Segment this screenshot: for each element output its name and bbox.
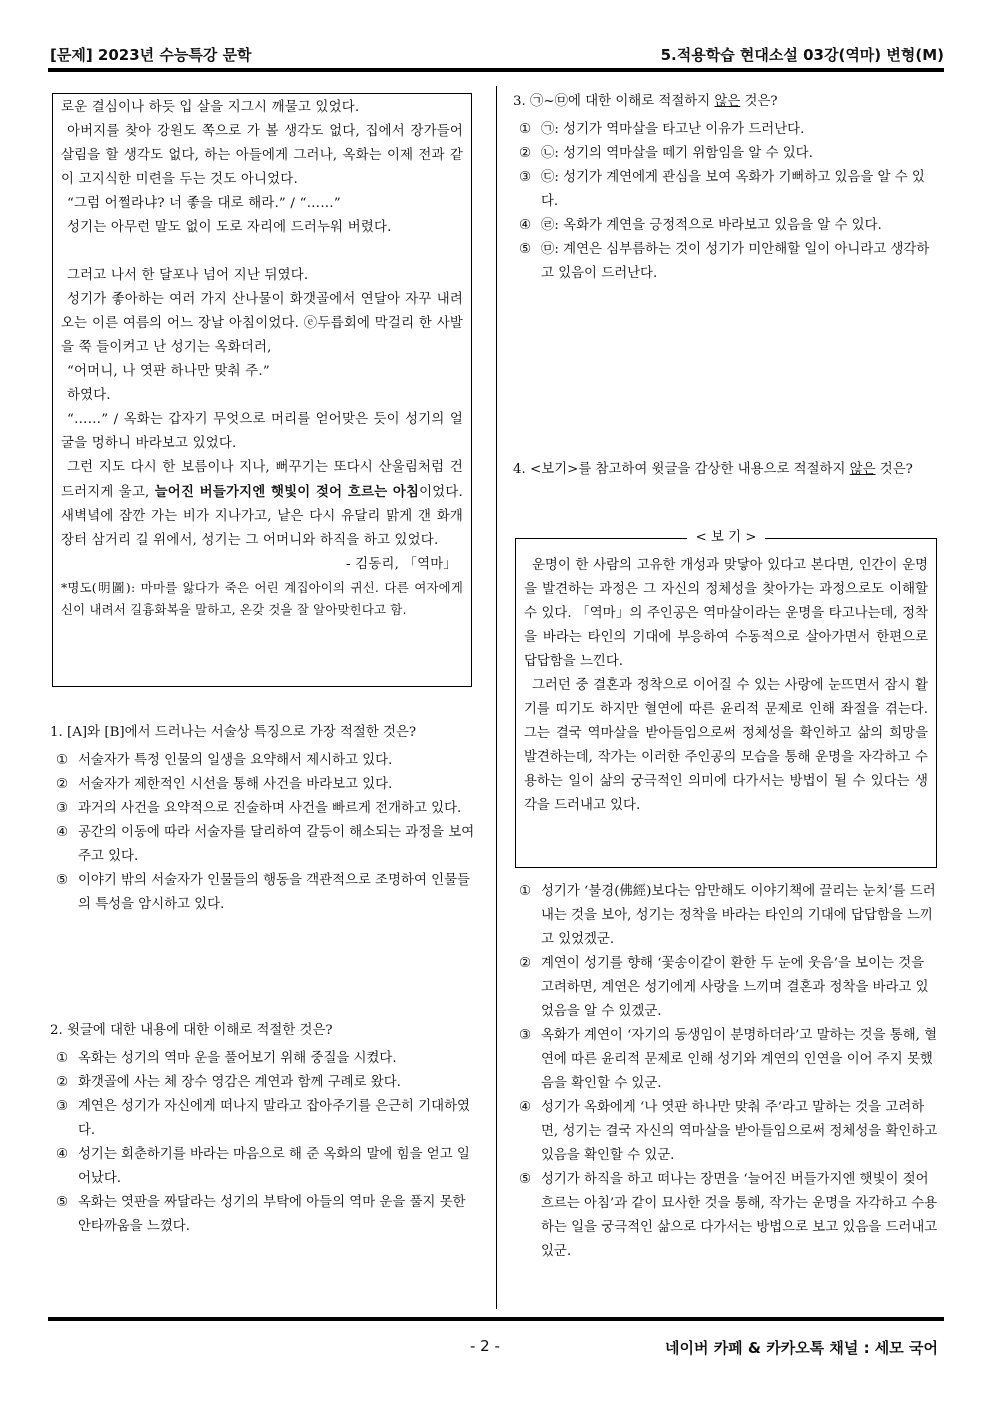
choice-item[interactable]: ③ 과거의 사건을 요약적으로 진술하며 사건을 빠르게 전개하고 있다. bbox=[56, 801, 462, 816]
footer-credit: 네이버 카페 & 카카오톡 채널 : 세모 국어 bbox=[665, 1339, 938, 1357]
bold-phrase: 늘어진 버들가지엔 햇빛이 젖어 흐르는 아침 bbox=[154, 484, 420, 500]
question-stem: 1. [A]와 [B]에서 드러나는 서술상 특징으로 가장 적절한 것은? bbox=[50, 725, 417, 740]
passage-line: “……” / 옥화는 갑자기 무엇으로 머리를 얻어맞은 듯이 성기의 얼굴을 멍하니 바라보고 있었다. bbox=[61, 412, 463, 451]
page-number: - 2 - bbox=[470, 1337, 500, 1355]
question-1 bbox=[50, 721, 476, 917]
question-stem: 3. ㉠~㉤에 대한 이해로 적절하지 않은 것은? bbox=[513, 94, 778, 109]
passage-source: - 김동리, 「역마」 bbox=[346, 557, 457, 572]
passage-box bbox=[52, 93, 472, 687]
choice-item[interactable]: ① ㉠: 성기가 역마살을 타고난 이유가 드러난다. bbox=[519, 122, 805, 137]
question-3 bbox=[513, 90, 939, 286]
bogi-label: < 보 기 > bbox=[695, 530, 757, 545]
passage-line: “어머니, 나 엿판 하나만 맞춰 주.” bbox=[67, 364, 270, 379]
choice-item[interactable]: ③ 옥화가 계연이 ‘자기의 동생임이 분명하더라’고 말하는 것을 통해, 혈연에 따른 윤리적 문제로 인해 성기와 계연의 인연을 이어 주지 못했음을 확인할 수 있군. bbox=[519, 1028, 938, 1091]
choice-item[interactable]: ⑤ 성기가 하직을 하고 떠나는 장면을 ‘늘어진 버들가지엔 햇빛이 젖어 흐르는 아침’과 같이 묘사한 것을 통해, 작가는 운명을 자각하고 수용하는 일을 궁극적인 삶으로 다가서는 방법으로 보고 있음을 드러내고 있군. bbox=[519, 1172, 938, 1259]
choice-item[interactable]: ② 화갯골에 사는 체 장수 영감은 계연과 함께 구례로 왔다. bbox=[56, 1075, 401, 1090]
passage-footnote: *명도(明圖): 마마를 앓다가 죽은 어린 계집아이의 귀신. 다른 여자에게 신이 내려서 길흉화복을 말하고, 온갖 것을 잘 알아맞힌다고 함. bbox=[61, 580, 463, 617]
choice-item[interactable]: ③ 계연은 성기가 자신에게 떠나지 말라고 잡아주기를 은근히 기대하였다. bbox=[56, 1099, 470, 1138]
passage-line: 그러고 나서 한 달포나 넘어 지난 뒤였다. bbox=[67, 268, 309, 283]
question-stem: 2. 윗글에 대한 내용에 대한 이해로 적절한 것은? bbox=[50, 1023, 333, 1038]
choice-item[interactable]: ① 옥화는 성기의 역마 운을 풀어보기 위해 중질을 시켰다. bbox=[56, 1051, 397, 1066]
passage-line: 로운 결심이나 하듯 입 살을 지그시 깨물고 있었다. bbox=[61, 100, 360, 115]
passage-line: 아버지를 찾아 강원도 쪽으로 가 볼 생각도 없다, 집에서 장가들어 살림을 할 생각도 없다, 하는 아들에게 그러나, 옥화는 이제 전과 같이 고지식한 미련을 두는 것도 아니었다. bbox=[61, 124, 463, 187]
choice-item[interactable]: ① 서술자가 특정 인물의 일생을 요약해서 제시하고 있다. bbox=[56, 753, 393, 768]
choice-item[interactable]: ② ㉡: 성기의 역마살을 떼기 위함임을 알 수 있다. bbox=[519, 146, 813, 161]
bottom-rule bbox=[48, 1317, 944, 1321]
choice-item[interactable]: ④ ㉣: 옥화가 계연을 긍정적으로 바라보고 있음을 알 수 있다. bbox=[519, 218, 882, 233]
question-4-choices bbox=[513, 880, 939, 1264]
bogi-box bbox=[515, 538, 937, 868]
choice-item[interactable]: ⑤ 옥화는 엿판을 짜달라는 성기의 부탁에 아들의 역마 운을 풀지 못한 안타까움을 느꼈다. bbox=[56, 1195, 466, 1234]
choice-item[interactable]: ④ 성기는 회춘하기를 바라는 마음으로 해 준 옥화의 말에 힘을 얻고 일어났다. bbox=[56, 1147, 470, 1186]
passage-last-paragraph: 그런 지도 다시 한 보름이나 지나, 뻐꾸기는 또다시 산울림처럼 건드러지게 울고, 늘어진 버들가지엔 햇빛이 젖어 흐르는 아침이었다. 새벽녘에 잠깐 가는 비가 지나가고, 낱은 다시 유달리 맑게 갠 화개 장터 삼거리 길 위에서, 성기는 그 어머니와 하직을 하고 있었다. bbox=[61, 460, 463, 548]
bogi-paragraph: 운명이 한 사람의 고유한 개성과 맞닿아 있다고 본다면, 인간이 운명을 발견하는 과정은 그 자신의 정체성을 찾아가는 과정으로도 이해할 수 있다. 「역마」의 주인공은 역마살이라는 운명을 타고나는데, 정착을 바라는 타인의 기대에 부응하여 수동적으로 살아가면서 한편으로 답답함을 느낀다. bbox=[524, 558, 928, 669]
column-divider bbox=[496, 86, 497, 1309]
passage-line: 성기가 좋아하는 여러 가지 산나물이 화갯골에서 연달아 자꾸 내려오는 이른 여름의 어느 장날 아침이었다. ⓔ두릅회에 막걸리 한 사발을 쭉 들이켜고 난 성기는 옥화더러, bbox=[61, 292, 463, 355]
passage-line: 하였다. bbox=[67, 388, 111, 403]
header-title: [문제] 2023년 수능특강 문학 bbox=[50, 46, 252, 64]
choice-item[interactable]: ① 성기가 ‘불경(佛經)보다는 암만해도 이야기책에 끌리는 눈치’를 드러내는 것을 보아, 성기는 정착을 바라는 타인의 기대에 답답함을 느끼고 있었겠군. bbox=[519, 884, 936, 947]
choice-item[interactable]: ③ ㉢: 성기가 계연에게 관심을 보여 옥화가 기뻐하고 있음을 알 수 있다. bbox=[519, 170, 925, 209]
question-2 bbox=[50, 1019, 476, 1239]
question-4 bbox=[513, 458, 943, 482]
passage-line: “그럼 어쩔라냐? 너 좋을 대로 해라.” / “……” bbox=[67, 196, 341, 211]
choice-item[interactable]: ④ 성기가 옥화에게 ‘나 엿판 하나만 맞춰 주’라고 말하는 것을 고려하면, 성기는 결국 자신의 역마살을 받아들임으로써 정체성을 확인하고 있음을 확인할 수 있군. bbox=[519, 1100, 938, 1163]
header-subtitle: 5.적용학습 현대소설 03강(역마) 변형(M) bbox=[660, 46, 944, 64]
top-rule bbox=[48, 68, 944, 72]
choice-item[interactable]: ⑤ ㉤: 계연은 심부름하는 것이 성기가 미안해할 일이 아니라고 생각하고 있음이 드러난다. bbox=[519, 242, 930, 281]
choice-item[interactable]: ⑤ 이야기 밖의 서술자가 인물들의 행동을 객관적으로 조명하여 인물들의 특성을 암시하고 있다. bbox=[56, 873, 470, 912]
passage-line: 성기는 아무런 말도 없이 도로 자리에 드러누워 버렸다. bbox=[67, 220, 392, 235]
choice-item[interactable]: ④ 공간의 이동에 따라 서술자를 달리하여 갈등이 해소되는 과정을 보여 주고 있다. bbox=[56, 825, 475, 864]
question-stem: 4. <보기>를 참고하여 윗글을 감상한 내용으로 적절하지 않은 것은? bbox=[513, 462, 913, 477]
bogi-paragraph: 그러던 중 결혼과 정착으로 이어질 수 있는 사랑에 눈뜨면서 잠시 활기를 띠기도 하지만 혈연에 따른 윤리적 문제로 인해 좌절을 겪는다. 그는 결국 역마살을 받아들임으로써 정체성을 확인하고 삶의 희망을 발견하는데, 작가는 이러한 주인공의 모습을 통해 운명을 자각하고 수용하는 일이 삶의 궁극적인 의미에 다가서는 방법이 될 수 있다는 생각을 드러내고 있다. bbox=[524, 678, 928, 813]
choice-item[interactable]: ② 서술자가 제한적인 시선을 통해 사건을 바라보고 있다. bbox=[56, 777, 393, 792]
choice-item[interactable]: ② 계연이 성기를 향해 ‘꽃송이같이 환한 두 눈에 웃음’을 보이는 것을 고려하면, 계연은 성기에게 사랑을 느끼며 결혼과 정착을 바라고 있었음을 알 수 있겠군. bbox=[519, 956, 929, 1019]
